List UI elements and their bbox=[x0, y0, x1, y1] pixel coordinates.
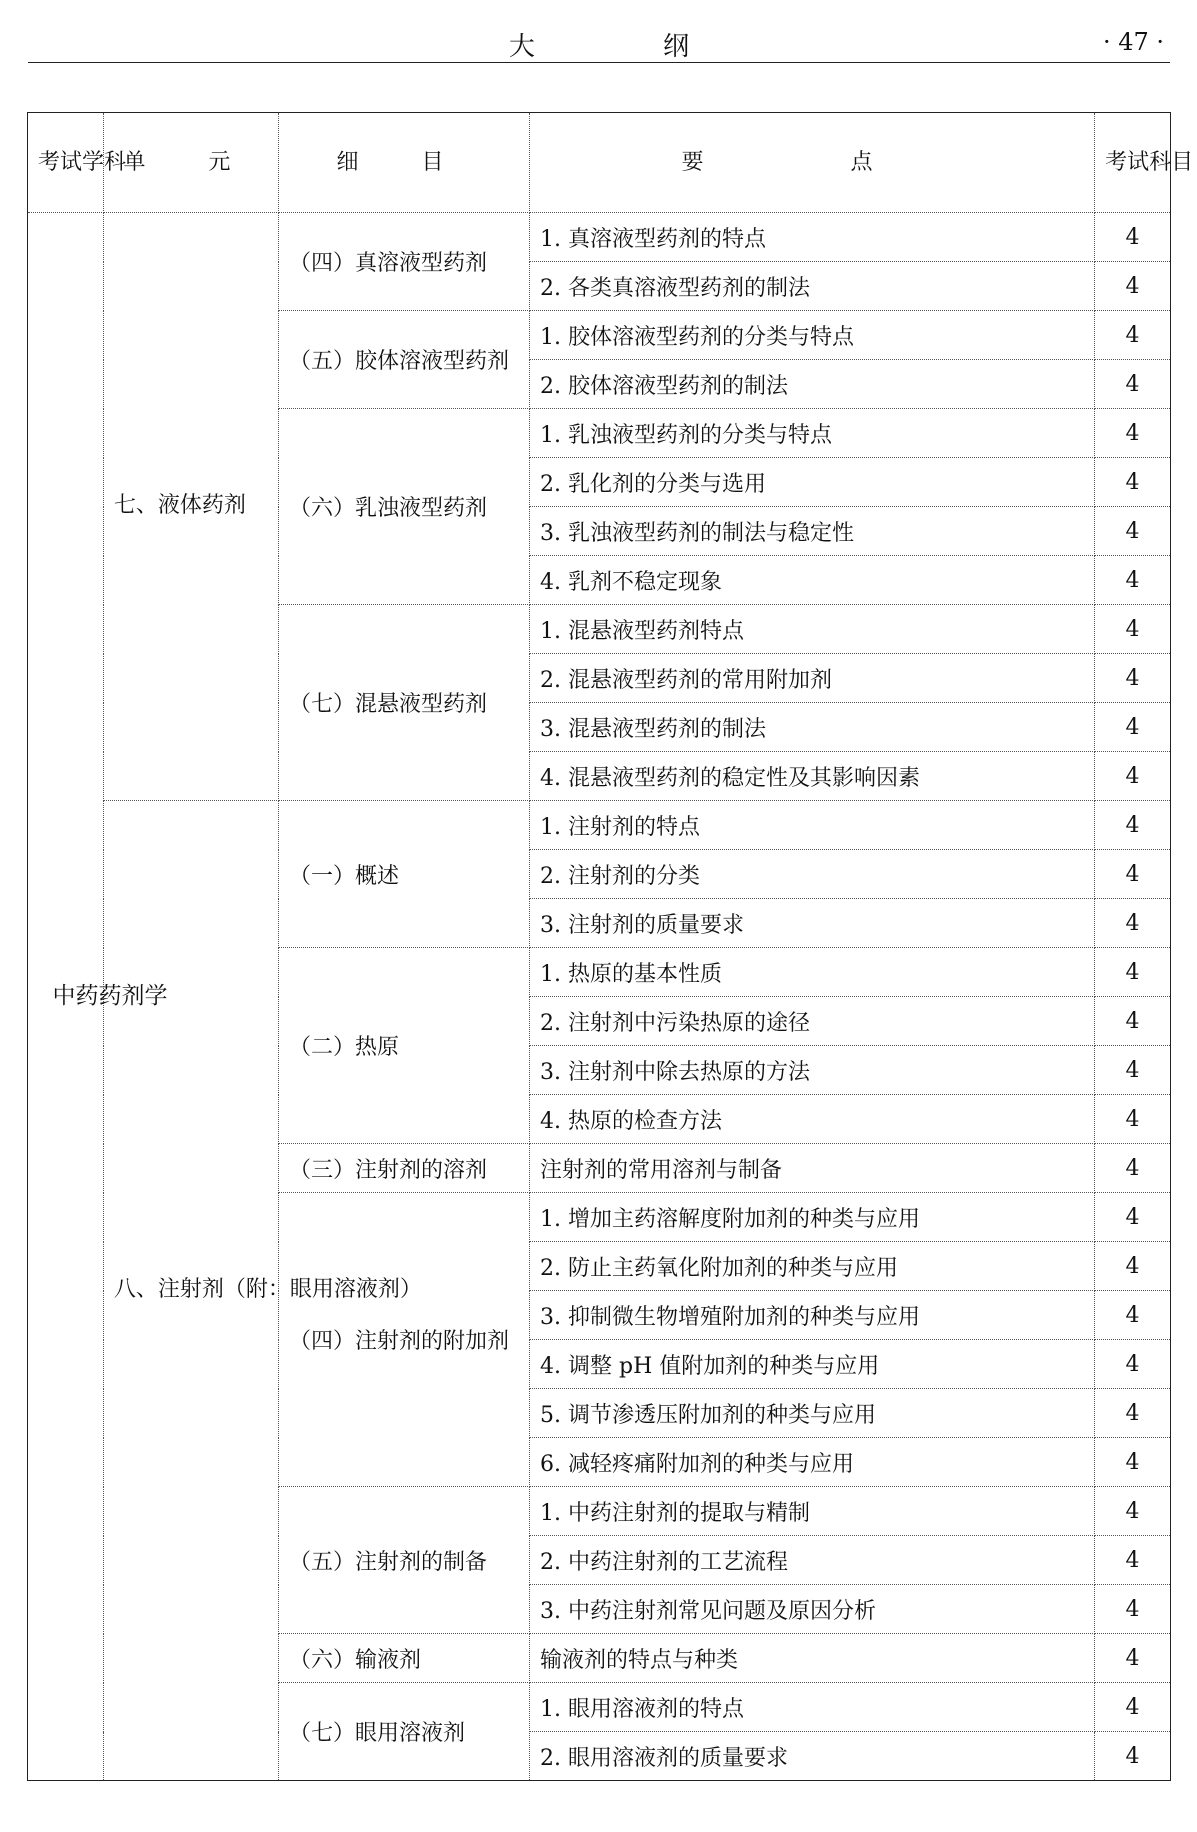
subject-cell bbox=[28, 213, 168, 1781]
exam-subject-cell: 4 bbox=[1095, 409, 1171, 458]
exam-subject-cell: 4 bbox=[1095, 1340, 1171, 1389]
detail-cell: （五）注射剂的制备 bbox=[279, 1487, 530, 1634]
detail-cell: （二）热原 bbox=[279, 948, 530, 1144]
key-point-cell: 1. 混悬液型药剂特点 bbox=[530, 605, 1095, 654]
key-point-cell: 1. 增加主药溶解度附加剂的种类与应用 bbox=[530, 1193, 1095, 1242]
key-point-cell: 1. 真溶液型药剂的特点 bbox=[530, 213, 1095, 262]
page-header bbox=[28, 22, 1170, 63]
key-point-cell: 3. 中药注射剂常见问题及原因分析 bbox=[530, 1585, 1095, 1634]
exam-subject-cell: 4 bbox=[1095, 850, 1171, 899]
exam-subject-cell: 4 bbox=[1095, 654, 1171, 703]
header-exam-subject: 考试科目 bbox=[1095, 113, 1171, 213]
key-point-cell: 4. 乳剂不稳定现象 bbox=[530, 556, 1095, 605]
key-point-cell: 注射剂的常用溶剂与制备 bbox=[530, 1144, 1095, 1193]
detail-cell: （三）注射剂的溶剂 bbox=[279, 1144, 530, 1193]
exam-subject-cell: 4 bbox=[1095, 213, 1171, 262]
key-point-cell: 2. 乳化剂的分类与选用 bbox=[530, 458, 1095, 507]
key-point-cell: 4. 调整 pH 值附加剂的种类与应用 bbox=[530, 1340, 1095, 1389]
table-row bbox=[28, 801, 1171, 850]
exam-subject-cell: 4 bbox=[1095, 801, 1171, 850]
key-point-cell: 2. 胶体溶液型药剂的制法 bbox=[530, 360, 1095, 409]
detail-cell: （七）眼用溶液剂 bbox=[279, 1683, 530, 1781]
table-row bbox=[28, 213, 1171, 262]
syllabus-table bbox=[27, 112, 1194, 1781]
detail-cell: （四）注射剂的附加剂 bbox=[279, 1193, 530, 1487]
key-point-cell: 1. 热原的基本性质 bbox=[530, 948, 1095, 997]
subject-label: 中药药剂学 bbox=[52, 983, 168, 1010]
exam-subject-cell: 4 bbox=[1095, 948, 1171, 997]
exam-subject-cell: 4 bbox=[1095, 311, 1171, 360]
key-point-cell: 1. 胶体溶液型药剂的分类与特点 bbox=[530, 311, 1095, 360]
key-point-cell: 1. 眼用溶液剂的特点 bbox=[530, 1683, 1095, 1732]
exam-subject-cell: 4 bbox=[1095, 262, 1171, 311]
exam-subject-cell: 4 bbox=[1095, 1487, 1171, 1536]
key-point-cell: 1. 注射剂的特点 bbox=[530, 801, 1095, 850]
header-detail: 细 目 bbox=[279, 113, 530, 213]
key-point-cell: 2. 眼用溶液剂的质量要求 bbox=[530, 1732, 1095, 1781]
detail-cell: （一）概述 bbox=[279, 801, 530, 948]
exam-subject-cell: 4 bbox=[1095, 899, 1171, 948]
key-point-cell: 3. 注射剂的质量要求 bbox=[530, 899, 1095, 948]
key-point-cell: 3. 乳浊液型药剂的制法与稳定性 bbox=[530, 507, 1095, 556]
exam-subject-cell: 4 bbox=[1095, 997, 1171, 1046]
exam-subject-cell: 4 bbox=[1095, 1585, 1171, 1634]
header-subject-area: 考试学科 bbox=[28, 113, 104, 213]
exam-subject-cell: 4 bbox=[1095, 1389, 1171, 1438]
key-point-cell: 1. 中药注射剂的提取与精制 bbox=[530, 1487, 1095, 1536]
exam-subject-cell: 4 bbox=[1095, 1144, 1171, 1193]
header-title: 大 纲 bbox=[508, 32, 750, 62]
key-point-cell: 1. 乳浊液型药剂的分类与特点 bbox=[530, 409, 1095, 458]
key-point-cell: 4. 热原的检查方法 bbox=[530, 1095, 1095, 1144]
exam-subject-cell: 4 bbox=[1095, 1438, 1171, 1487]
key-point-cell: 6. 减轻疼痛附加剂的种类与应用 bbox=[530, 1438, 1095, 1487]
exam-subject-cell: 4 bbox=[1095, 507, 1171, 556]
exam-subject-cell: 4 bbox=[1095, 556, 1171, 605]
key-point-cell: 输液剂的特点与种类 bbox=[530, 1634, 1095, 1683]
exam-subject-cell: 4 bbox=[1095, 1291, 1171, 1340]
unit-cell: 七、液体药剂 bbox=[103, 213, 278, 801]
key-point-cell: 5. 调节渗透压附加剂的种类与应用 bbox=[530, 1389, 1095, 1438]
exam-subject-cell: 4 bbox=[1095, 360, 1171, 409]
exam-subject-cell: 4 bbox=[1095, 1732, 1171, 1781]
table-header-row bbox=[28, 113, 1171, 213]
exam-subject-cell: 4 bbox=[1095, 1536, 1171, 1585]
key-point-cell: 2. 防止主药氧化附加剂的种类与应用 bbox=[530, 1242, 1095, 1291]
key-point-cell: 2. 各类真溶液型药剂的制法 bbox=[530, 262, 1095, 311]
key-point-cell: 2. 注射剂中污染热原的途径 bbox=[530, 997, 1095, 1046]
key-point-cell: 4. 混悬液型药剂的稳定性及其影响因素 bbox=[530, 752, 1095, 801]
page-number: · 47 · bbox=[1102, 28, 1164, 56]
key-point-cell: 2. 注射剂的分类 bbox=[530, 850, 1095, 899]
exam-subject-cell: 4 bbox=[1095, 1193, 1171, 1242]
detail-cell: （六）乳浊液型药剂 bbox=[279, 409, 530, 605]
exam-subject-cell: 4 bbox=[1095, 1046, 1171, 1095]
detail-cell: （五）胶体溶液型药剂 bbox=[279, 311, 530, 409]
exam-subject-cell: 4 bbox=[1095, 1242, 1171, 1291]
exam-subject-cell: 4 bbox=[1095, 605, 1171, 654]
key-point-cell: 3. 混悬液型药剂的制法 bbox=[530, 703, 1095, 752]
unit-cell: 八、注射剂（附：眼用溶液剂） bbox=[103, 801, 278, 1781]
exam-subject-cell: 4 bbox=[1095, 1634, 1171, 1683]
key-point-cell: 2. 混悬液型药剂的常用附加剂 bbox=[530, 654, 1095, 703]
exam-subject-cell: 4 bbox=[1095, 1095, 1171, 1144]
detail-cell: （六）输液剂 bbox=[279, 1634, 530, 1683]
exam-subject-cell: 4 bbox=[1095, 1683, 1171, 1732]
key-point-cell: 3. 抑制微生物增殖附加剂的种类与应用 bbox=[530, 1291, 1095, 1340]
detail-cell: （七）混悬液型药剂 bbox=[279, 605, 530, 801]
header-key-points: 要 点 bbox=[530, 113, 1095, 213]
detail-cell: （四）真溶液型药剂 bbox=[279, 213, 530, 311]
header-unit: 单 元 bbox=[103, 113, 278, 213]
exam-subject-cell: 4 bbox=[1095, 703, 1171, 752]
exam-subject-cell: 4 bbox=[1095, 752, 1171, 801]
key-point-cell: 2. 中药注射剂的工艺流程 bbox=[530, 1536, 1095, 1585]
key-point-cell: 3. 注射剂中除去热原的方法 bbox=[530, 1046, 1095, 1095]
exam-subject-cell: 4 bbox=[1095, 458, 1171, 507]
